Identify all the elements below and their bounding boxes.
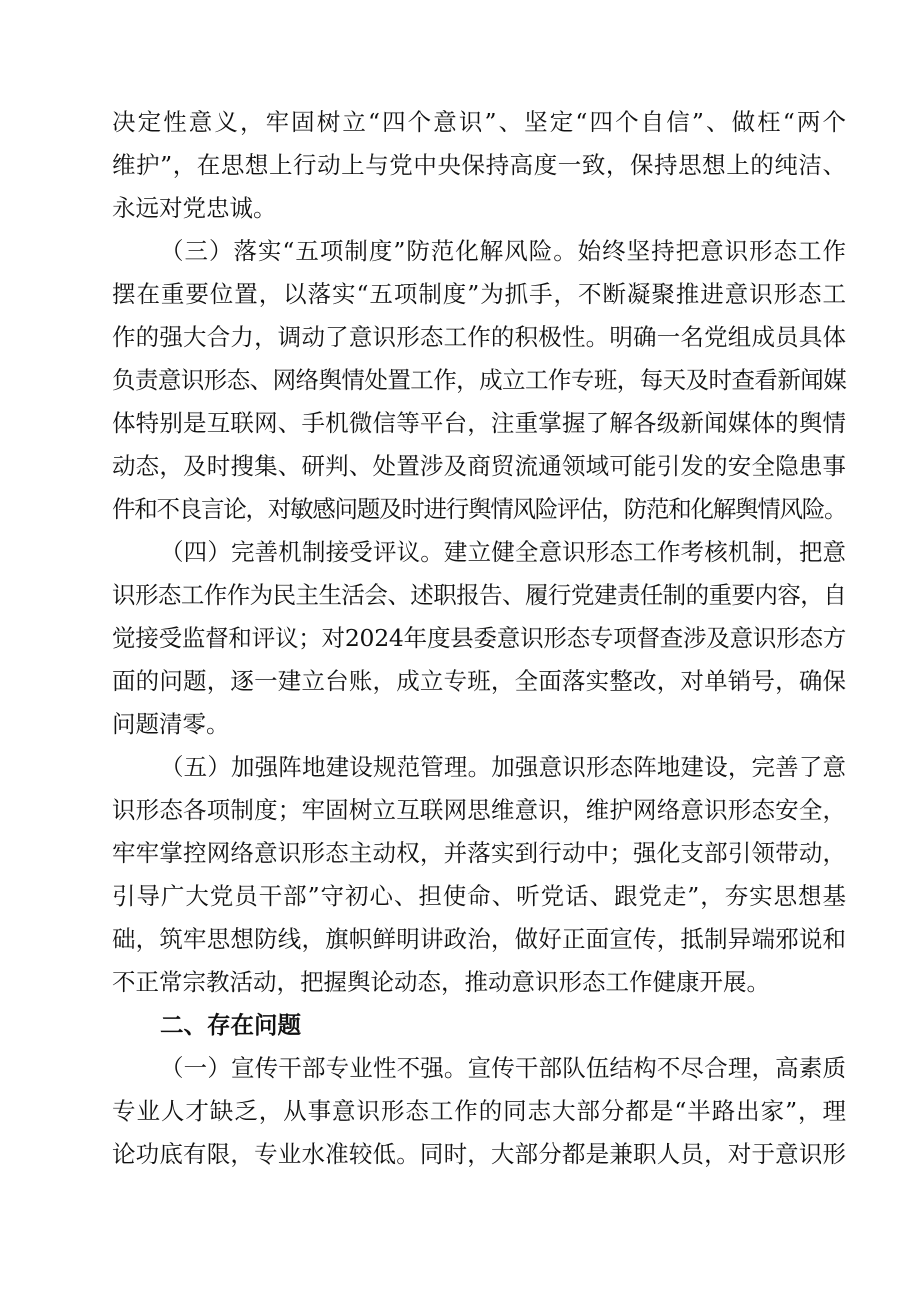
- text-line: 牢牢掌控网络意识形态主动权，并落实到行动中；强化支部引领带动，: [112, 839, 846, 867]
- text-line: （五）加强阵地建设规范管理。加强意识形态阵地建设，完善了意: [160, 753, 846, 781]
- section-heading: 二、存在问题: [160, 1011, 301, 1039]
- text-line: 摆在重要位置，以落实“五项制度”为抓手，不断凝聚推进意识形态工: [112, 280, 846, 308]
- text-line: 决定性意义，牢固树立“四个意识”、坚定“四个自信”、做枉“两个: [112, 108, 846, 136]
- text-line: （三）落实“五项制度”防范化解风险。始终坚持把意识形态工作: [160, 237, 846, 265]
- text-line: 件和不良言论，对敏感问题及时进行舆情风险评估，防范和化解舆情风险。: [112, 495, 847, 523]
- text-line: 础，筑牢思想防线，旗帜鲜明讲政治，做好正面宣传，抵制异端邪说和: [112, 925, 846, 953]
- text-line: 负责意识形态、网络舆情处置工作，成立工作专班，每天及时查看新闻媒: [112, 366, 846, 394]
- text-line: （四）完善机制接受评议。建立健全意识形态工作考核机制，把意: [160, 538, 846, 566]
- text-line: （一）宣传干部专业性不强。宣传干部队伍结构不尽合理，高素质: [160, 1054, 846, 1082]
- text-line: 体特别是互联网、手机微信等平台，注重掌握了解各级新闻媒体的舆情: [112, 409, 846, 437]
- text-line: 作的强大合力，调动了意识形态工作的积极性。明确一名党组成员具体: [112, 323, 846, 351]
- document-body: [112, 101, 846, 1176]
- text-line: 永远对党忠诚。: [112, 194, 277, 222]
- text-line: 动态，及时搜集、研判、处置涉及商贸流通领域可能引发的安全隐患事: [112, 452, 846, 480]
- text-line: 识形态各项制度；牢固树立互联网思维意识，维护网络意识形态安全，: [112, 796, 846, 824]
- text-line: 维护”，在思想上行动上与党中央保持高度一致，保持思想上的纯洁、: [112, 151, 846, 179]
- text-line: 引导广大党员干部”守初心、担使命、听党话、跟党走”，夯实思想基: [112, 882, 846, 910]
- text-line: 论功底有限，专业水准较低。同时，大部分都是兼职人员，对于意识形: [112, 1140, 846, 1168]
- text-line: 专业人才缺乏，从事意识形态工作的同志大部分都是“半路出家”，理: [112, 1097, 846, 1125]
- text-line: 不正常宗教活动，把握舆论动态，推动意识形态工作健康开展。: [112, 968, 770, 996]
- text-line: 面的问题，逐一建立台账，成立专班，全面落实整改，对单销号，确保: [112, 667, 846, 695]
- text-line: 识形态工作作为民主生活会、述职报告、履行党建责任制的重要内容，自: [112, 581, 846, 609]
- text-line: 问题清零。: [112, 710, 230, 738]
- text-line: 觉接受监督和评议；对2024年度县委意识形态专项督查涉及意识形态方: [112, 624, 846, 652]
